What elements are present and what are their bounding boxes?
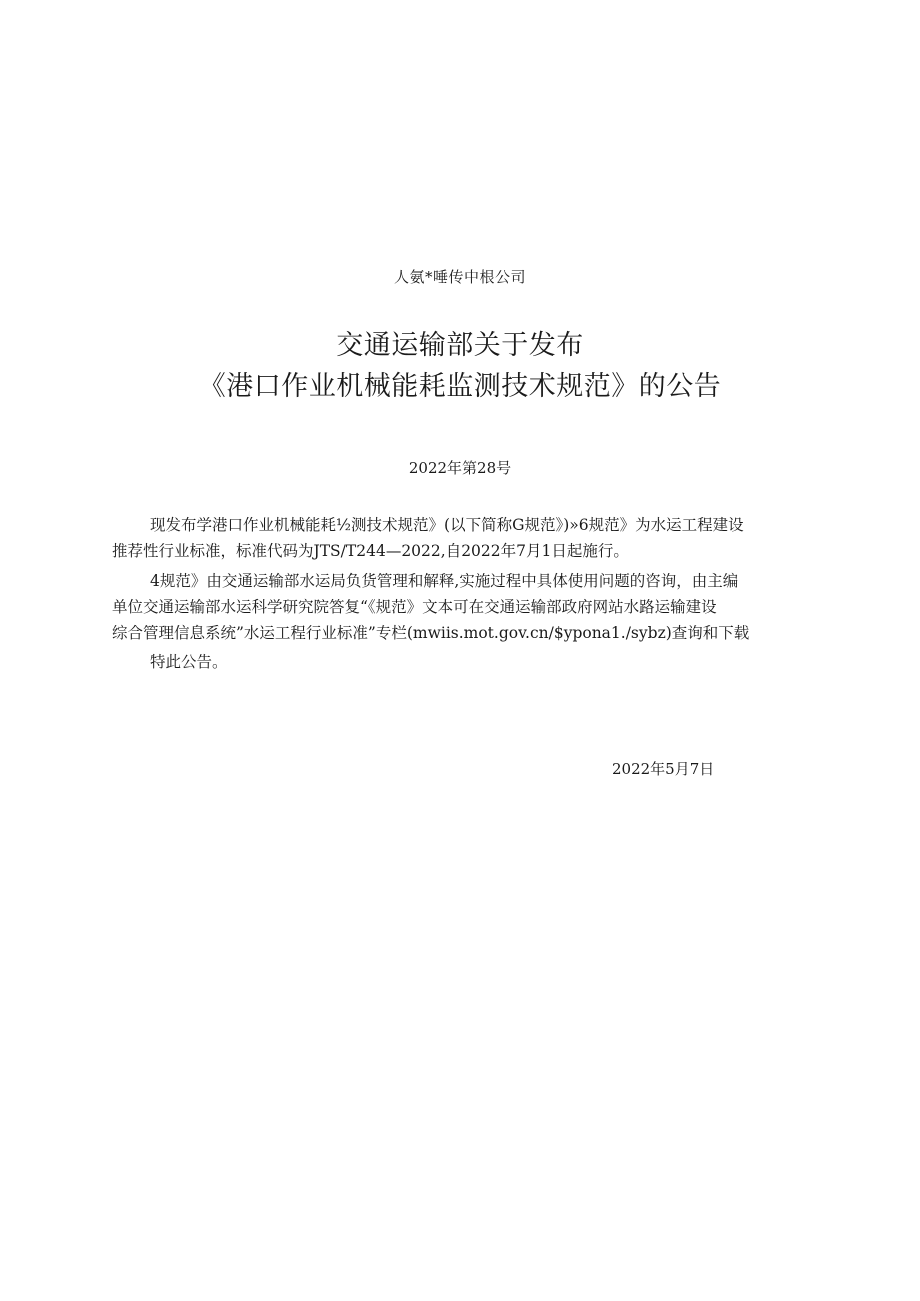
body-paragraph-1	[112, 512, 812, 564]
body-paragraph-2	[112, 568, 812, 646]
body-paragraph-2-line-1: 4规范》由交通运输部水运局负货管理和解释,实施过程中具体使用问题的咨询，由主编	[150, 572, 739, 590]
document-number: 2022年第28号	[408, 459, 512, 477]
body-paragraph-1-line-1: 现发布学港口作业机械能耗½测技术规范》(以下简称G规范》)»6规范》为水运工程建设	[150, 516, 744, 534]
body-paragraph-2-line-2: 单位交通运输部水运科学研究院答复“《规范》文本可在交通运输部政府网站水路运输建设	[112, 598, 717, 616]
body-paragraph-2-line-3: 综合管理信息系统”水运工程行业标准”专栏(mwiis.mot.gov.cn/$ypona1./sybz)查询和下载	[112, 624, 750, 642]
signature-date: 2022年5月7日	[612, 760, 715, 778]
publisher-line: 人氨*唾传中根公司	[393, 268, 526, 286]
closing-line: 特此公告。	[150, 653, 228, 671]
body-paragraph-3	[112, 649, 812, 675]
body-paragraph-1-line-2: 推荐性行业标准，标准代码为JTS/T244—2022,自2022年7月1日起施行。	[112, 542, 629, 560]
announcement-title-line-1: 交通运输部关于发布	[336, 330, 584, 361]
announcement-title-line-2: 《港口作业机械能耗监测技术规范》的公告	[198, 371, 722, 402]
